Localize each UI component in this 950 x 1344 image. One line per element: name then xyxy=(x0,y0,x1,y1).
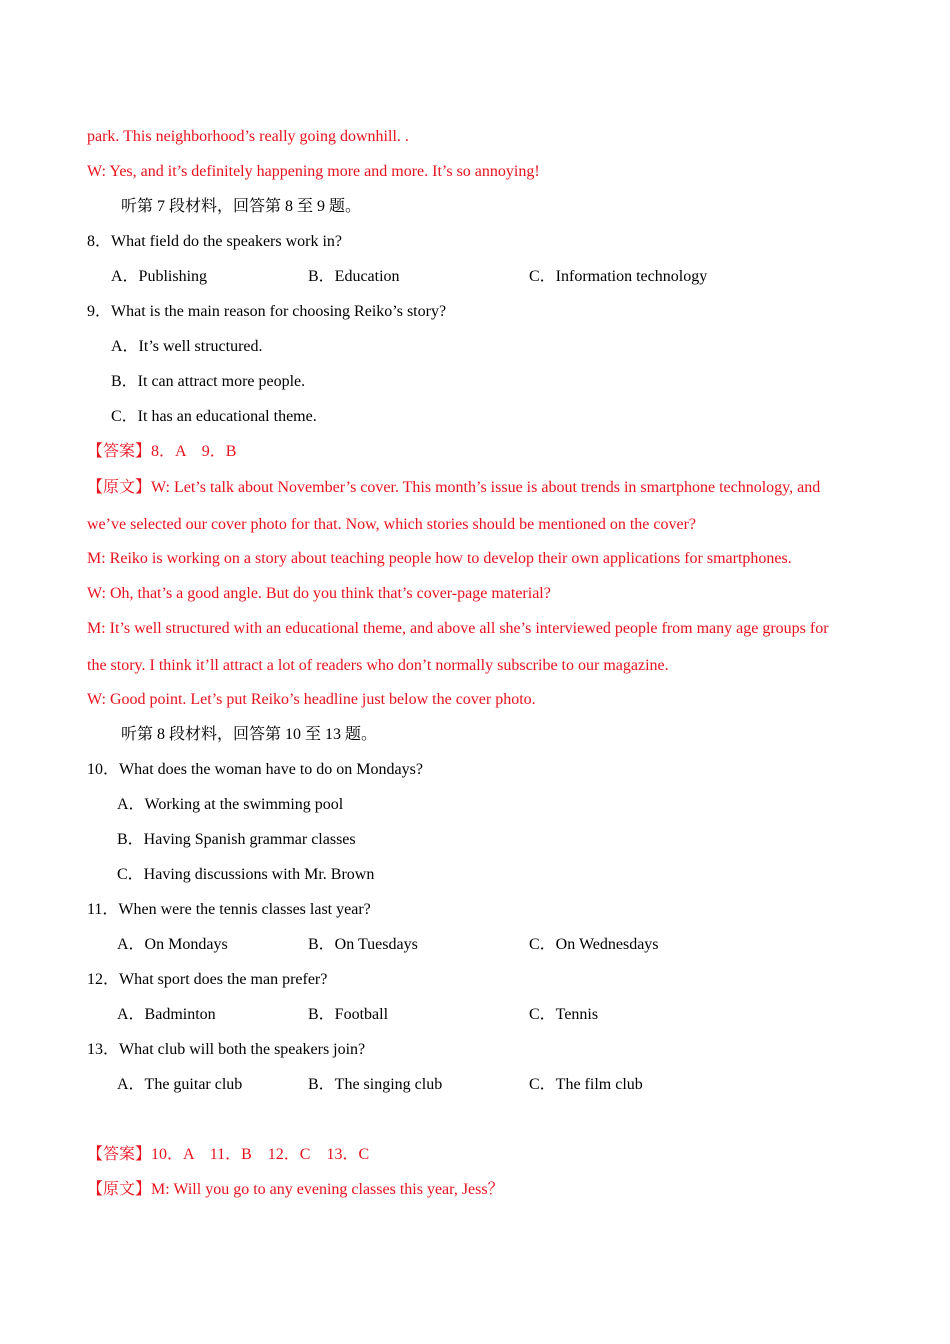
question-stem: 9．What is the main reason for choosing Reiko’s story? xyxy=(87,303,447,320)
option-a: A．Working at the swimming pool xyxy=(117,796,344,813)
option-c: C．The film club xyxy=(529,1076,643,1093)
transcript-line: M: Reiko is working on a story about teaching people how to develop their own applications for smartphones. xyxy=(87,550,792,567)
answer-text: 10．A 11．B 12．C 13．C xyxy=(151,1146,370,1163)
option-b: B．On Tuesdays xyxy=(308,936,418,953)
question-stem: 12．What sport does the man prefer? xyxy=(87,971,328,988)
transcript-line: we’ve selected our cover photo for that. Now, which stories should be mentioned on the cover? xyxy=(87,516,696,533)
option-c: C．Having discussions with Mr. Brown xyxy=(117,866,375,883)
transcript-line xyxy=(87,478,820,498)
transcript-line: W: Good point. Let’s put Reiko’s headline just below the cover photo. xyxy=(87,691,536,708)
option-b: B．Having Spanish grammar classes xyxy=(117,831,356,848)
question-stem: 13．What club will both the speakers join? xyxy=(87,1041,366,1058)
option-c: C．Tennis xyxy=(529,1006,599,1023)
answer-label: 【答案】 xyxy=(87,443,152,460)
transcript-text: W: Let’s talk about November’s cover. This month’s issue is about trends in smartphone technology, and xyxy=(151,479,821,496)
option-c: C．Information technology xyxy=(529,268,708,285)
option-a: A．Publishing xyxy=(111,268,208,285)
transcript-line: W: Yes, and it’s definitely happening more and more. It’s so annoying! xyxy=(87,163,540,180)
option-b: B．It can attract more people. xyxy=(111,373,306,390)
transcript-line: the story. I think it’ll attract a lot of readers who don’t normally subscribe to our magazine. xyxy=(87,657,669,674)
option-b: B．Football xyxy=(308,1006,389,1023)
option-b: B．The singing club xyxy=(308,1076,443,1093)
transcript-line xyxy=(87,1180,504,1200)
question-stem: 8．What field do the speakers work in? xyxy=(87,233,343,250)
transcript-line: park. This neighborhood’s really going downhill. . xyxy=(87,128,409,145)
section-instruction: 听第 7 段材料，回答第 8 至 9 题。 xyxy=(121,198,362,215)
transcript-label: 【原文】 xyxy=(87,1181,152,1198)
answer-text: 8．A 9．B xyxy=(151,443,237,460)
option-c: C．On Wednesdays xyxy=(529,936,659,953)
option-c: C．It has an educational theme. xyxy=(111,408,317,425)
option-a: A．Badminton xyxy=(117,1006,216,1023)
transcript-text: M: Will you go to any evening classes this year, Jess？ xyxy=(151,1181,504,1198)
answer-label: 【答案】 xyxy=(87,1146,152,1163)
answer-line xyxy=(87,442,236,462)
answer-line xyxy=(87,1145,369,1165)
transcript-label: 【原文】 xyxy=(87,479,152,496)
transcript-line: W: Oh, that’s a good angle. But do you think that’s cover-page material? xyxy=(87,585,551,602)
section-instruction: 听第 8 段材料，回答第 10 至 13 题。 xyxy=(121,726,378,743)
question-stem: 10．What does the woman have to do on Mondays? xyxy=(87,761,423,778)
question-stem: 11．When were the tennis classes last year? xyxy=(87,901,371,918)
option-a: A．It’s well structured. xyxy=(111,338,263,355)
option-b: B．Education xyxy=(308,268,400,285)
transcript-line: M: It’s well structured with an educational theme, and above all she’s interviewed people from many age groups for xyxy=(87,620,829,637)
option-a: A．The guitar club xyxy=(117,1076,243,1093)
option-a: A．On Mondays xyxy=(117,936,228,953)
